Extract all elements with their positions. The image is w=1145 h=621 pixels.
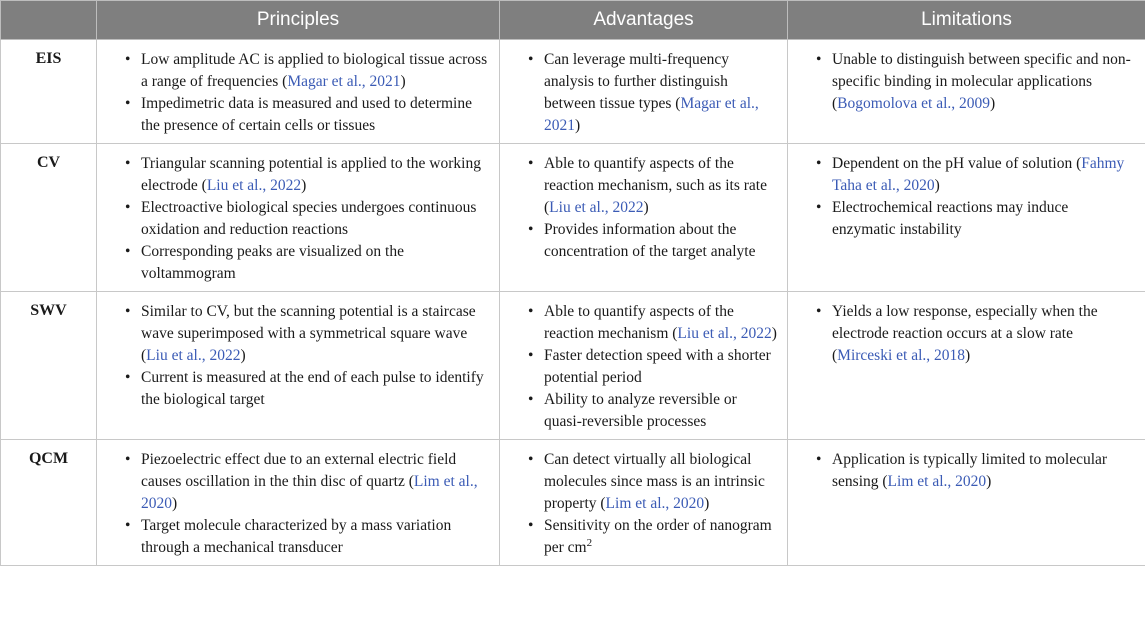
bullet-item [816,197,1135,241]
bullet-item [816,301,1135,367]
bullet-text: Piezoelectric effect due to an external electric field causes oscillation in the thin disc of quartz ( [141,451,457,490]
bullet-list [528,49,777,137]
bullet-text-end: ) [934,177,940,194]
bullet-item [125,367,489,411]
bullet-item [125,515,489,559]
bullet-text-end: ) [643,199,649,216]
bullet-item [528,153,777,219]
bullet-item [125,93,489,137]
bullet-item [528,515,777,559]
method-label: QCM [1,440,97,566]
bullet-text: Impedimetric data is measured and used to determine the presence of certain cells or tissues [141,95,472,134]
bullet-text: Similar to CV, but the scanning potential is a staircase wave superimposed with a symmetrical square wave ( [141,303,476,364]
table-row [1,440,1145,566]
citation-link[interactable]: Liu et al., 2022 [146,347,241,364]
bullet-text: Dependent on the pH value of solution ( [832,155,1082,172]
principles-cell [97,440,500,566]
bullet-list [125,301,489,411]
bullet-text: Electroactive biological species undergoes continuous oxidation and reduction reactions [141,199,477,238]
header-limitations: Limitations [788,1,1145,40]
advantages-cell [500,440,788,566]
advantages-cell [500,144,788,292]
principles-cell [97,40,500,144]
bullet-text-end: ) [990,95,996,112]
citation-link[interactable]: Lim et al., 2020 [887,473,987,490]
bullet-text-end: ) [240,347,246,364]
citation-link[interactable]: Mirceski et al., 2018 [837,347,966,364]
bullet-text: Ability to analyze reversible or quasi-reversible processes [544,391,737,430]
bullet-text: Can detect virtually all biological molecules since mass is an intrinsic property ( [544,451,765,512]
citation-link[interactable]: Liu et al., 2022 [677,325,772,342]
limitations-cell [788,144,1145,292]
header-row [1,1,1145,40]
bullet-list [528,301,777,433]
bullet-item [816,449,1135,493]
bullet-item [125,301,489,367]
bullet-text: Unable to distinguish between specific and non-specific binding in molecular applications ( [832,51,1131,112]
bullet-item [528,389,777,433]
citation-link[interactable]: Fahmy Taha et al., 2020 [832,155,1125,194]
citation-link[interactable]: Bogomolova et al., 2009 [837,95,990,112]
citation-link[interactable]: Liu et al., 2022 [549,199,644,216]
bullet-text: Can leverage multi-frequency analysis to further distinguish between tissue types ( [544,51,730,112]
bullet-text: Triangular scanning potential is applied to the working electrode ( [141,155,481,194]
bullet-text: Able to quantify aspects of the reaction mechanism ( [544,303,734,342]
method-label: SWV [1,292,97,440]
limitations-cell [788,292,1145,440]
bullet-text: Current is measured at the end of each pulse to identify the biological target [141,369,484,408]
principles-cell [97,292,500,440]
bullet-list [816,301,1135,367]
bullet-item [528,345,777,389]
advantages-cell [500,40,788,144]
limitations-cell [788,40,1145,144]
bullet-list [816,153,1135,241]
table-row [1,292,1145,440]
header-principles: Principles [97,1,500,40]
bullet-item [125,241,489,285]
bullet-list [125,153,489,285]
bullet-list [528,449,777,559]
bullet-text-end: ) [965,347,971,364]
header-corner [1,1,97,40]
bullet-list [816,449,1135,493]
bullet-list [816,49,1135,115]
bullet-list [125,449,489,559]
citation-link[interactable]: Magar et al., 2021 [287,73,401,90]
bullet-item [528,301,777,345]
bullet-text-end: ) [575,117,581,134]
bullet-text: Target molecule characterized by a mass variation through a mechanical transducer [141,517,452,556]
bullet-text: Application is typically limited to molecular sensing ( [832,451,1108,490]
principles-cell [97,144,500,292]
bullet-item [528,49,777,137]
bullet-text: Electrochemical reactions may induce enzymatic instability [832,199,1069,238]
bullet-item [816,153,1135,197]
bullet-text-end: ) [771,325,777,342]
bullet-item [816,49,1135,115]
header-advantages: Advantages [500,1,788,40]
bullet-item [528,219,777,263]
bullet-text: Sensitivity on the order of nanogram per cm [544,517,772,556]
bullet-list [125,49,489,137]
method-label: EIS [1,40,97,144]
bullet-item [125,197,489,241]
citation-link[interactable]: Lim et al., 2020 [605,495,705,512]
citation-link[interactable]: Lim et al., 2020 [141,473,478,512]
bullet-text: Yields a low response, especially when the electrode reaction occurs at a slow rate ( [832,303,1098,364]
table-row [1,40,1145,144]
bullet-item [125,49,489,93]
table-row [1,144,1145,292]
citation-link[interactable]: Magar et al., 2021 [544,95,759,134]
bullet-item [528,449,777,515]
bullet-text: Faster detection speed with a shorter potential period [544,347,771,386]
bullet-text: Able to quantify aspects of the reaction mechanism, such as its rate ( [544,155,767,216]
citation-link[interactable]: Liu et al., 2022 [206,177,302,194]
advantages-cell [500,292,788,440]
superscript: 2 [586,536,593,549]
limitations-cell [788,440,1145,566]
bullet-item [125,449,489,515]
bullet-list [528,153,777,263]
bullet-text: Provides information about the concentration of the target analyte [544,221,756,260]
bullet-text-end: ) [986,473,992,490]
bullet-text: Corresponding peaks are visualized on the voltammogram [141,243,404,282]
bullet-text-end: ) [172,495,178,512]
bullet-text: Low amplitude AC is applied to biological tissue across a range of frequencies ( [141,51,488,90]
bullet-text-end: ) [400,73,406,90]
bullet-item [125,153,489,197]
bullet-text-end: ) [704,495,710,512]
method-label: CV [1,144,97,292]
bullet-text-end: ) [301,177,307,194]
